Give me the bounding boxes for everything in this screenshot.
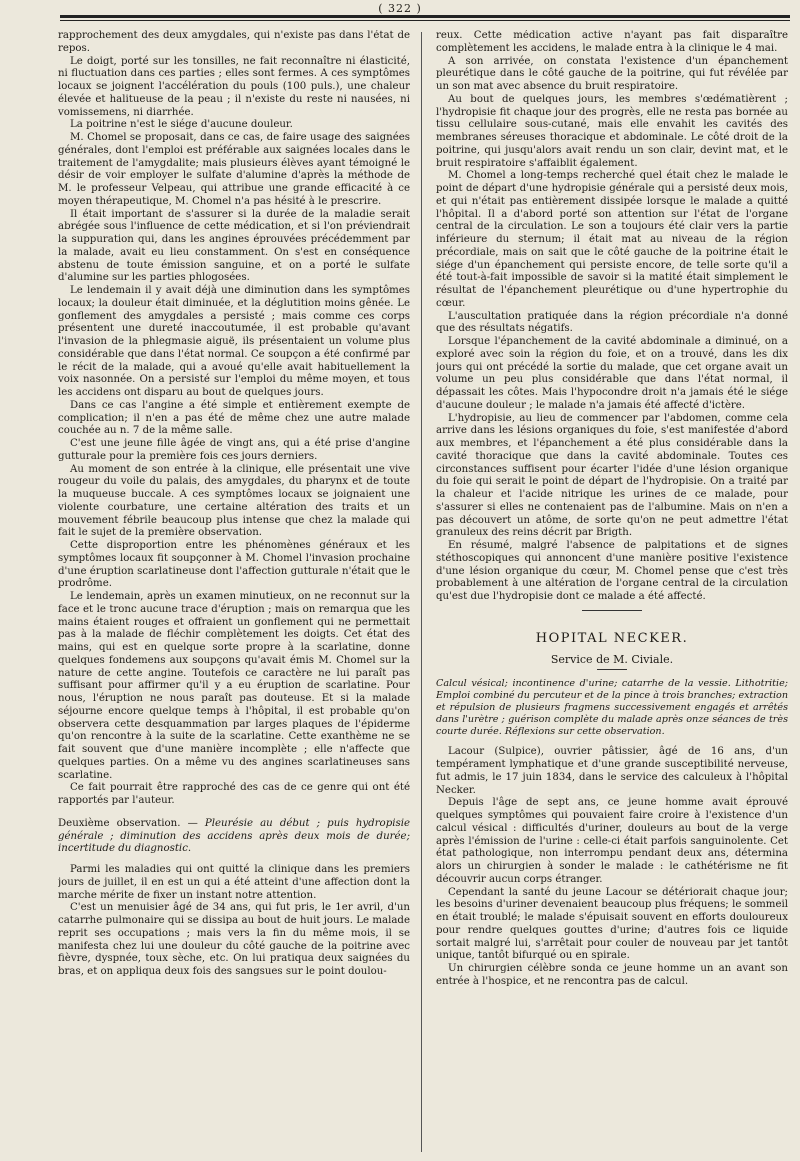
paragraph: C'est une jeune fille âgée de vingt ans, qui a été prise d'angine gutturale pour la première fois ces jours derniers. (58, 438, 410, 462)
column-divider (421, 32, 422, 1152)
paragraph: M. Chomel se proposait, dans ce cas, de faire usage des saignées générales, dont l'emploi est préférable aux saignées locales dans le traitement de l'amygdalite; mais plusieurs élèves ayant témoigné le désir de voir employer le sulfate d'alumine d'après la méthode de M. le professeur Velpeau, qui attribue une grande efficacité à ce moyen thérapeutique, M. Chomel n'a pas hésité à le prescrire. (58, 132, 410, 207)
paragraph: Un chirurgien célèbre sonda ce jeune homme un an avant son entrée à l'hospice, et ne rencontra pas de calcul. (436, 963, 788, 987)
hospital-title: HOPITAL NECKER. (535, 630, 689, 646)
paragraph: Dans ce cas l'angine a été simple et entièrement exempte de complication; il n'en a pas été de même chez une autre malade couchée au n. 7 de la même salle. (58, 399, 410, 437)
paragraph: Cependant la santé du jeune Lacour se détériorait chaque jour; les besoins d'uriner devenaient beaucoup plus fréquens; le sommeil en était troublé; le malade s'épuisait souvent en efforts douloureux pour rendre quelques gouttes d'urine; d'autres fois ce liquide sortait malgré lui, s'arrêtait pour couler de nouveau par jet tantôt unique, tantôt bifurqué ou en spirale. (436, 886, 788, 962)
paragraph: A son arrivée, on constata l'existence d'un épanchement pleurétique dans le côté gauche de la poitrine, qui fut révélée par un son mat avec absence du bruit respiratoire. (436, 55, 788, 92)
header-rule (60, 15, 790, 21)
paragraph: Depuis l'âge de sept ans, ce jeune homme avait éprouvé quelques symptômes qui pouvaient faire croire à l'existence d'un calcul vésical : difficultés d'uriner, douleurs au bout de la verge après l'émission de l'urine : celle-ci était parfois sanguinolente. Cet état pathologique, non interrompu pendant deux ans, détermina alors un chirurgien à sonder le malade : le cathétérisme ne fit découvrir aucun corps étranger. (436, 797, 788, 885)
paragraph: Parmi les maladies qui ont quitté la clinique dans les premiers jours de juillet, il en est un qui a été atteint d'une affection dont la marche mérite de fixer un instant notre attention. (58, 864, 410, 901)
page-number: ( 322 ) (378, 2, 422, 15)
paragraph: Lacour (Sulpice), ouvrier pâtissier, âgé de 16 ans, d'un tempérament lymphatique et d'une grande susceptibilité nerveuse, fut admis, le 17 juin 1834, dans le service des calculeux à l'hôpital Necker. (436, 746, 788, 796)
service-title: Service de M. Civiale. (550, 652, 674, 666)
paragraph: Le doigt, porté sur les tonsilles, ne fait reconnaître ni élasticité, ni fluctuation dans ces parties ; elles sont fermes. A ces symptômes locaux se joignent l'accélération du pouls (100 puls.), une chaleur élevée et halitueuse de la peau ; il n'existe du reste ni nausées, ni vomissemens, ni diarrhée. (58, 55, 410, 118)
paragraph: Le lendemain il y avait déjà une diminution dans les symptômes locaux; la douleur était diminuée, et la déglutition moins gênée. Le gonflement des amygdales a persisté ; mais comme ces corps présentent une dureté inaccoutumée, il est probable qu'avant l'invasion de la phlegmasie aiguë, ils présentaient un volume plus considérable que dans l'état normal. Ce soupçon a été confirmé par le récit de la malade, qui a avoué qu'elle avait habituellement la voix nasonnée. On a persisté sur l'emploi du même moyen, et tous les accidens ont disparu au bout de quelques jours. (58, 285, 410, 398)
paragraph: Le lendemain, après un examen minutieux, on ne reconnut sur la face et le tronc aucune trace d'éruption ; mais on remarqua que les mains étaient rouges et offraient un gonflement qui ne permettait pas à la malade de fléchir complètement les doigts. Cet état des mains, qui est en quelque sorte propre à la scarlatine, donne quelques fondemens aux soupçons qu'avait émis M. Chomel sur la nature de cette angine. Toutefois ce caractère ne lui paraît pas suffisant pour affirmer qu'il y a eu éruption de scarlatine. Pour nous, l'éruption ne nous paraît pas douteuse. Et si la malade séjourne encore quelque temps à l'hôpital, il est probable qu'on observera cette desquammation par larges plaques de l'épiderme qu'on rencontre à la suite de la scarlatine. Cette exanthème ne se fait souvent que d'une manière incomplète ; elle n'affecte que quelques parties. On a même vu des angines scarlatineuses sans scarlatine. (58, 591, 410, 781)
paragraph: reux. Cette médication active n'ayant pas fait disparaître complètement les accidens, le malade entra à la clinique le 4 mai. (436, 30, 788, 54)
paragraph: L'hydropisie, au lieu de commencer par l'abdomen, comme cela arrive dans les lésions organiques du foie, s'est manifestée d'abord aux membres, et l'épanchement a été plus considérable dans la cavité thoracique que dans la cavité abdominale. Toutes ces circonstances suffisent pour écarter l'idée d'une lésion organique du foie qui serait le point de départ de l'hydropisie. On a traité par la chaleur et l'acide nitrique les urines de ce malade, pour s'assurer si elles ne contenaient pas de l'albumine. Mais on n'en a pas découvert un atôme, de sorte qu'on ne peut admettre l'état granuleux des reins décrit par Brigth. (436, 412, 788, 539)
paragraph: Il était important de s'assurer si la durée de la maladie serait abrégée sous l'influence de cette médication, et si l'on préviendrait la suppuration qui, dans les angines éprouvées précédemment par la malade, avait eu lieu constamment. On s'est en conséquence abstenu de toute émission sanguine, et on a porté le sulfate d'alumine sur les parties phlogosées. (58, 208, 410, 284)
left-column (58, 30, 410, 1152)
paragraph: L'auscultation pratiquée dans la région précordiale n'a donné que des résultats négatifs. (436, 310, 788, 335)
caption-label: Deuxième observation. — (58, 817, 198, 829)
observation-abstract: Calcul vésical; incontinence d'urine; catarrhe de la vessie. Lithotritie; Emploi combiné du percuteur et de la pince à trois branches; extraction et répulsion de plusieurs fragmens successivement engagés et arrêtés dans l'urètre ; guérison complète du malade après onze séances de très courte durée. Réflexions sur cette observation. (436, 678, 788, 738)
right-column (436, 30, 788, 1158)
paragraph: Ce fait pourrait être rapproché des cas de ce genre qui ont été rapportés par l'auteur. (58, 782, 410, 806)
paragraph: C'est un menuisier âgé de 34 ans, qui fut pris, le 1er avril, d'un catarrhe pulmonaire qui se dissipa au bout de huit jours. Le malade reprit ses occupations ; mais vers la fin du même mois, il se manifesta chez lui une douleur du côté gauche de la poitrine avec fièvre, dyspnée, toux sèche, etc. On lui pratiqua deux saignées du bras, et on appliqua deux fois des sangsues sur le point doulou- (58, 902, 410, 977)
paragraph: La poitrine n'est le siége d'aucune douleur. (70, 119, 293, 131)
section-rule (597, 669, 627, 670)
paragraph: M. Chomel a long-temps recherché quel était chez le malade le point de départ d'une hydropisie générale qui a persisté deux mois, et qui n'était pas entièrement dissipée lorsque le malade a quitté l'hôpital. Il a d'abord porté son attention sur l'état de l'organe central de la circulation. Le son a toujours été clair vers la partie inférieure du sternum; il était mat au niveau de la région précordiale, mais on sait que le côté gauche de la poitrine était le siége d'un épanchement qui persiste encore, de telle sorte qu'il a été tout-à-fait impossible de savoir si la matité était simplement le résultat de l'épanchement pleurétique ou d'une hypertrophie du cœur. (436, 170, 788, 309)
paragraph: En résumé, malgré l'absence de palpitations et de signes stéthoscopiques qui annoncent d'une manière positive l'existence d'une lésion organique du cœur, M. Chomel pense que c'est très probablement à une altération de l'organe central de la circulation qu'est due l'hydropisie dont ce malade a été affecté. (436, 540, 788, 602)
paragraph: Au moment de son entrée à la clinique, elle présentait une vive rougeur du voile du palais, des amygdales, du pharynx et de toute la muqueuse buccale. A ces symptômes locaux se joignaient une violente courbature, une certaine altération des traits et un mouvement fébrile beaucoup plus intense que chez la malade qui fait le sujet de la première observation. (58, 463, 410, 539)
observation-caption (58, 818, 410, 856)
paragraph: rapprochement des deux amygdales, qui n'existe pas dans l'état de repos. (58, 30, 410, 54)
paragraph: Cette disproportion entre les phénomènes généraux et les symptômes locaux fit soupçonner à M. Chomel l'invasion prochaine d'une éruption scarlatineuse dont l'affection gutturale n'était que le prodrôme. (58, 540, 410, 590)
paragraph: Lorsque l'épanchement de la cavité abdominale a diminué, on a exploré avec soin la région du foie, et on a trouvé, dans les dix jours qui ont précédé la sortie du malade, que cet organe avait un volume un peu plus considérable que dans l'état normal, il dépassait les côtes. Mais l'hypocondre droit n'a jamais été le siége d'aucune douleur ; le malade n'a jamais été affecté d'ictère. (436, 336, 788, 411)
section-rule (582, 610, 642, 611)
paragraph: Au bout de quelques jours, les membres s'œdématièrent ; l'hydropisie fit chaque jour des progrès, elle ne resta pas bornée au tissu cellulaire sous-cutané, mais elle envahit les cavités des membranes séreuses thoracique et abdominale. Le côté droit de la poitrine, qui jusqu'alors avait rendu un son clair, devint mat, et le bruit respiratoire s'affaiblit également. (436, 93, 788, 169)
caption-text: Pleurésie au début ; puis hydropisie générale ; diminution des accidens après deux mois de durée; incertitude du diagnostic. (58, 817, 410, 855)
